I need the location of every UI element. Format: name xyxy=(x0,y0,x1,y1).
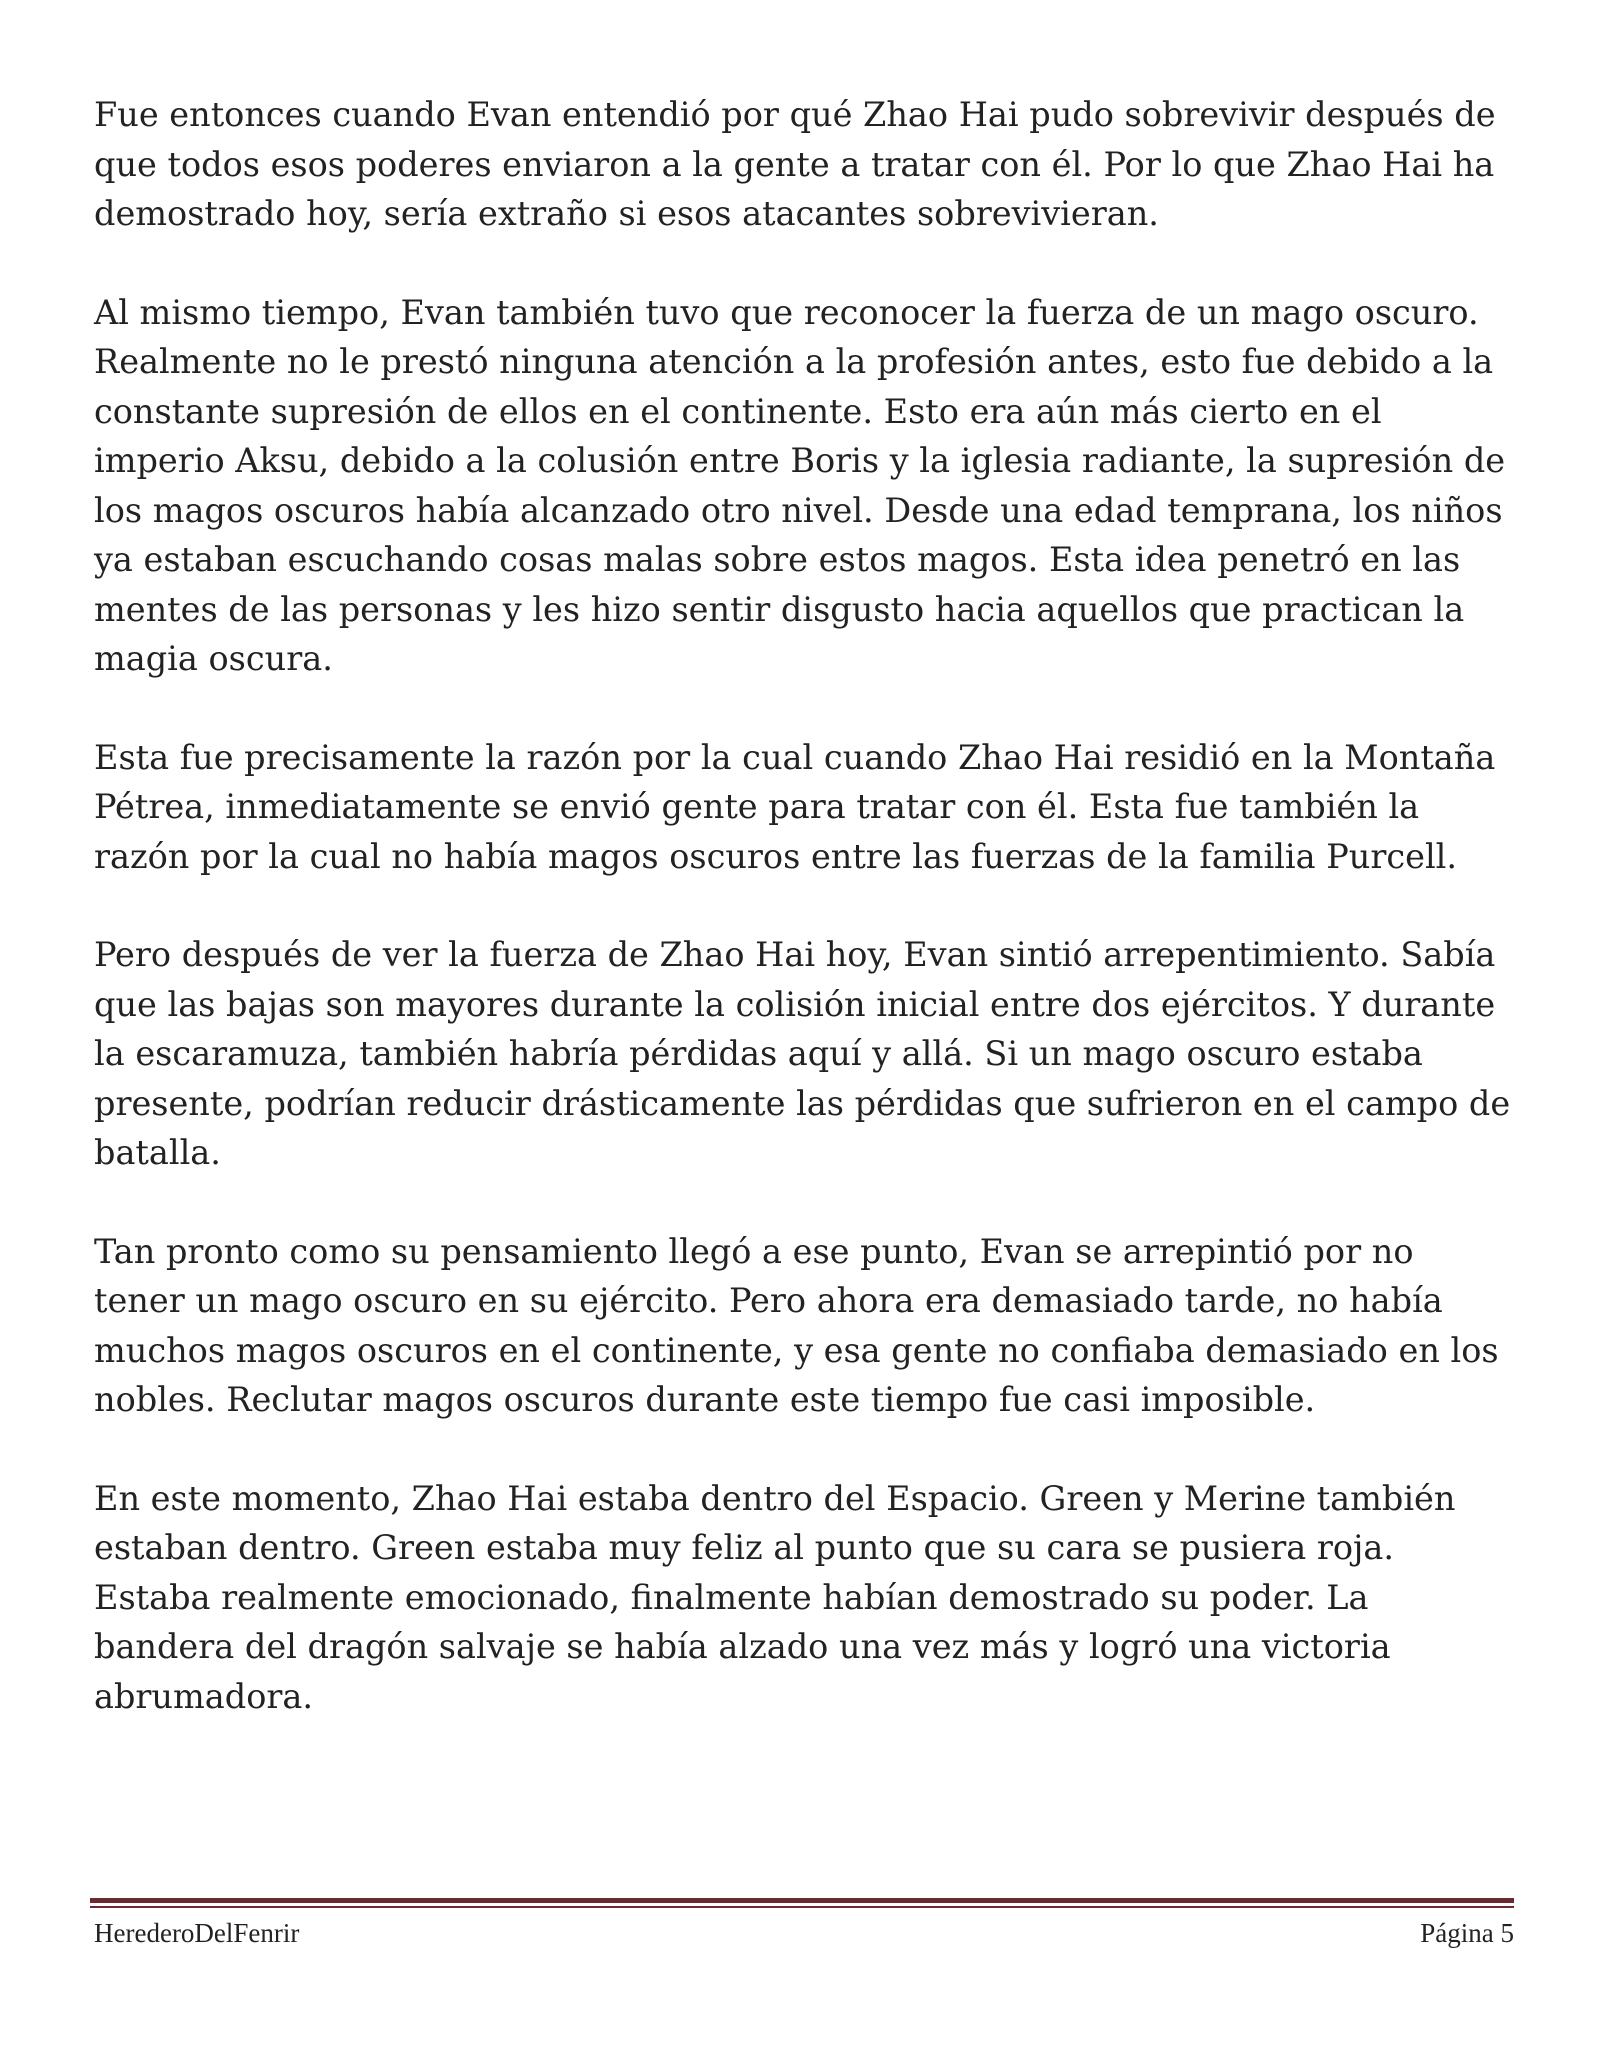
paragraph-2: Al mismo tiempo, Evan también tuvo que reconocer la fuerza de un mago oscuro. Realmente no le prestó ninguna atención a la profesión antes, esto fue debido a la constante supresión de ellos en el continente. Esto era aún más cierto en el imperio Aksu, debido a la colusión entre Boris y la iglesia radiante, la supresión de los magos oscuros había alcanzado otro nivel. Desde una edad temprana, los niños ya estaban escuchando cosas malas sobre estos magos. Esta idea penetró en las mentes de las personas y les hizo sentir disgusto hacia aquellos que practican la magia oscura. xyxy=(94,292,1506,678)
footer-divider-thick xyxy=(90,1898,1514,1903)
paragraph-4: Pero después de ver la fuerza de Zhao Hai hoy, Evan sintió arrepentimiento. Sabía que las bajas son mayores durante la colisión inicial entre dos ejércitos. Y durante la escaramuza, también habría pérdidas aquí y allá. Si un mago oscuro estaba presente, podrían reducir drásticamente las pérdidas que sufrieron en el campo de batalla. xyxy=(94,935,1511,1172)
paragraph-3: Esta fue precisamente la razón por la cual cuando Zhao Hai residió en la Montaña Pétrea, inmediatamente se envió gente para tratar con él. Esta fue también la razón por la cual no había magos oscuros entre las fuerzas de la familia Purcell. xyxy=(94,737,1496,876)
footer-page-number: Página 5 xyxy=(1420,1918,1514,1948)
paragraph-6: En este momento, Zhao Hai estaba dentro del Espacio. Green y Merine también estaban dentro. Green estaba muy feliz al punto que su cara se pusiera roja. Estaba realmente emocionado, finalmente habían demostrado su poder. La bandera del dragón salvaje se había alzado una vez más y logró una victoria abrumadora. xyxy=(94,1478,1456,1716)
footer-divider xyxy=(90,1898,1514,1909)
footer-divider-thin xyxy=(90,1906,1514,1908)
footer-author: HerederoDelFenrir xyxy=(94,1918,300,1948)
page-footer xyxy=(94,1918,1514,1954)
paragraph-1: Fue entonces cuando Evan entendió por qué Zhao Hai pudo sobrevivir después de que todos esos poderes enviaron a la gente a tratar con él. Por lo que Zhao Hai ha demostrado hoy, sería extraño si esos atacantes sobrevivieran. xyxy=(94,95,1496,233)
body-text xyxy=(94,90,1514,1770)
paragraph-5: Tan pronto como su pensamiento llegó a ese punto, Evan se arrepintió por no tener un mago oscuro en su ejército. Pero ahora era demasiado tarde, no había muchos magos oscuros en el continente, y esa gente no confiaba demasiado en los nobles. Reclutar magos oscuros durante este tiempo fue casi imposible. xyxy=(94,1231,1499,1419)
